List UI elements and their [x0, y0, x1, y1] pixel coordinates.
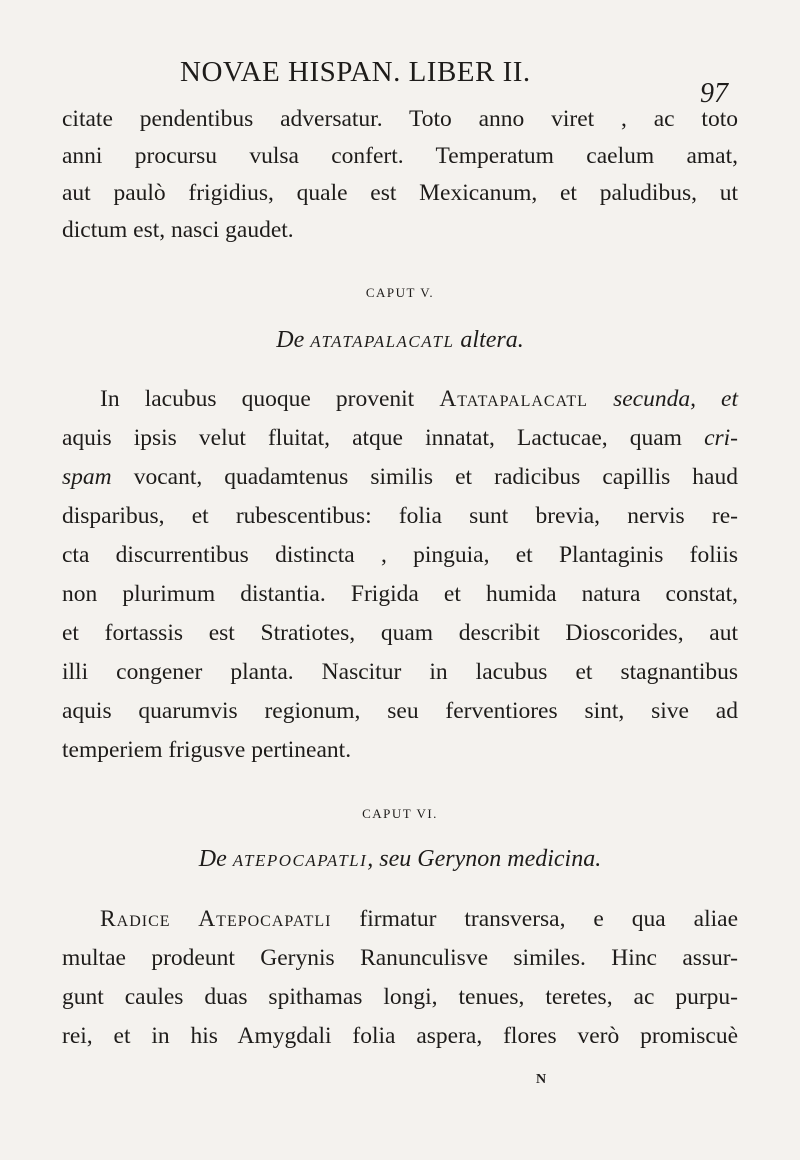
text-line: multae prodeunt Gerynis Ranunculisve similes. Hinc assur-: [62, 945, 738, 971]
paragraph-first-line: [100, 386, 738, 413]
chapter-heading-caput-v: CAPUT V.: [365, 285, 435, 300]
title-rest: , seu Gerynon medicina.: [367, 846, 602, 872]
text-line: [62, 464, 738, 491]
text-line: et fortassis est Stratiotes, quam describit Dioscorides, aut: [62, 620, 738, 646]
plant-name: Atatapalacatl: [439, 386, 588, 412]
text-line: aquis quarumvis regionum, seu ferventiores sint, sive ad: [62, 698, 738, 724]
plant-name: Radice Atepocapatli: [100, 906, 332, 932]
title-rest: altera.: [460, 327, 524, 353]
paragraph-first-line: [100, 906, 738, 933]
signature-mark: N: [536, 1072, 547, 1087]
text-span: aquis ipsis velut fluitat, atque innatat, Lactucae, quam: [62, 425, 682, 451]
text-line: dictum est, nasci gaudet.: [62, 217, 294, 243]
text-line: anni procursu vulsa confert. Temperatum caelum amat,: [62, 143, 738, 169]
plant-name: ATEPOCAPATLI: [232, 851, 368, 870]
text-line: temperiem frigusve pertineant.: [62, 737, 352, 763]
chapter-heading-caput-vi: CAPUT VI.: [362, 806, 438, 821]
text-line: aut paulò frigidius, quale est Mexicanum, et paludibus, ut: [62, 180, 738, 206]
running-head: NOVAE HISPAN. LIBER II.: [180, 56, 531, 88]
text-line: citate pendentibus adversatur. Toto anno viret , ac toto: [62, 106, 738, 132]
text-italic: secunda, et: [613, 386, 739, 412]
text-line: illi congener planta. Nascitur in lacubus et stagnantibus: [62, 659, 738, 685]
text-span: firmatur transversa, e qua aliae: [359, 906, 739, 932]
text-italic: spam: [62, 464, 112, 490]
plant-name: ATATAPALACATL: [310, 332, 455, 351]
text-line: [62, 425, 738, 452]
text-line: cta discurrentibus distincta , pinguia, et Plantaginis foliis: [62, 542, 738, 568]
text-line: gunt caules duas spithamas longi, tenues, teretes, ac purpu-: [62, 984, 738, 1010]
title-de: De: [198, 846, 227, 872]
chapter-title-atepocapatli: [0, 846, 800, 873]
title-de: De: [276, 327, 305, 353]
text-span: vocant, quadamtenus similis et radicibus capillis haud: [133, 464, 738, 490]
text-line: non plurimum distantia. Frigida et humida natura constat,: [62, 581, 738, 607]
text-italic: cri-: [704, 425, 739, 451]
chapter-title-atatapalacatl: [0, 327, 800, 354]
text-line: rei, et in his Amygdali folia aspera, flores verò promiscuè: [62, 1023, 738, 1049]
text-span: In lacubus quoque provenit: [100, 386, 415, 412]
text-line: disparibus, et rubescentibus: folia sunt brevia, nervis re-: [62, 503, 738, 529]
page-number: 97: [700, 78, 728, 109]
